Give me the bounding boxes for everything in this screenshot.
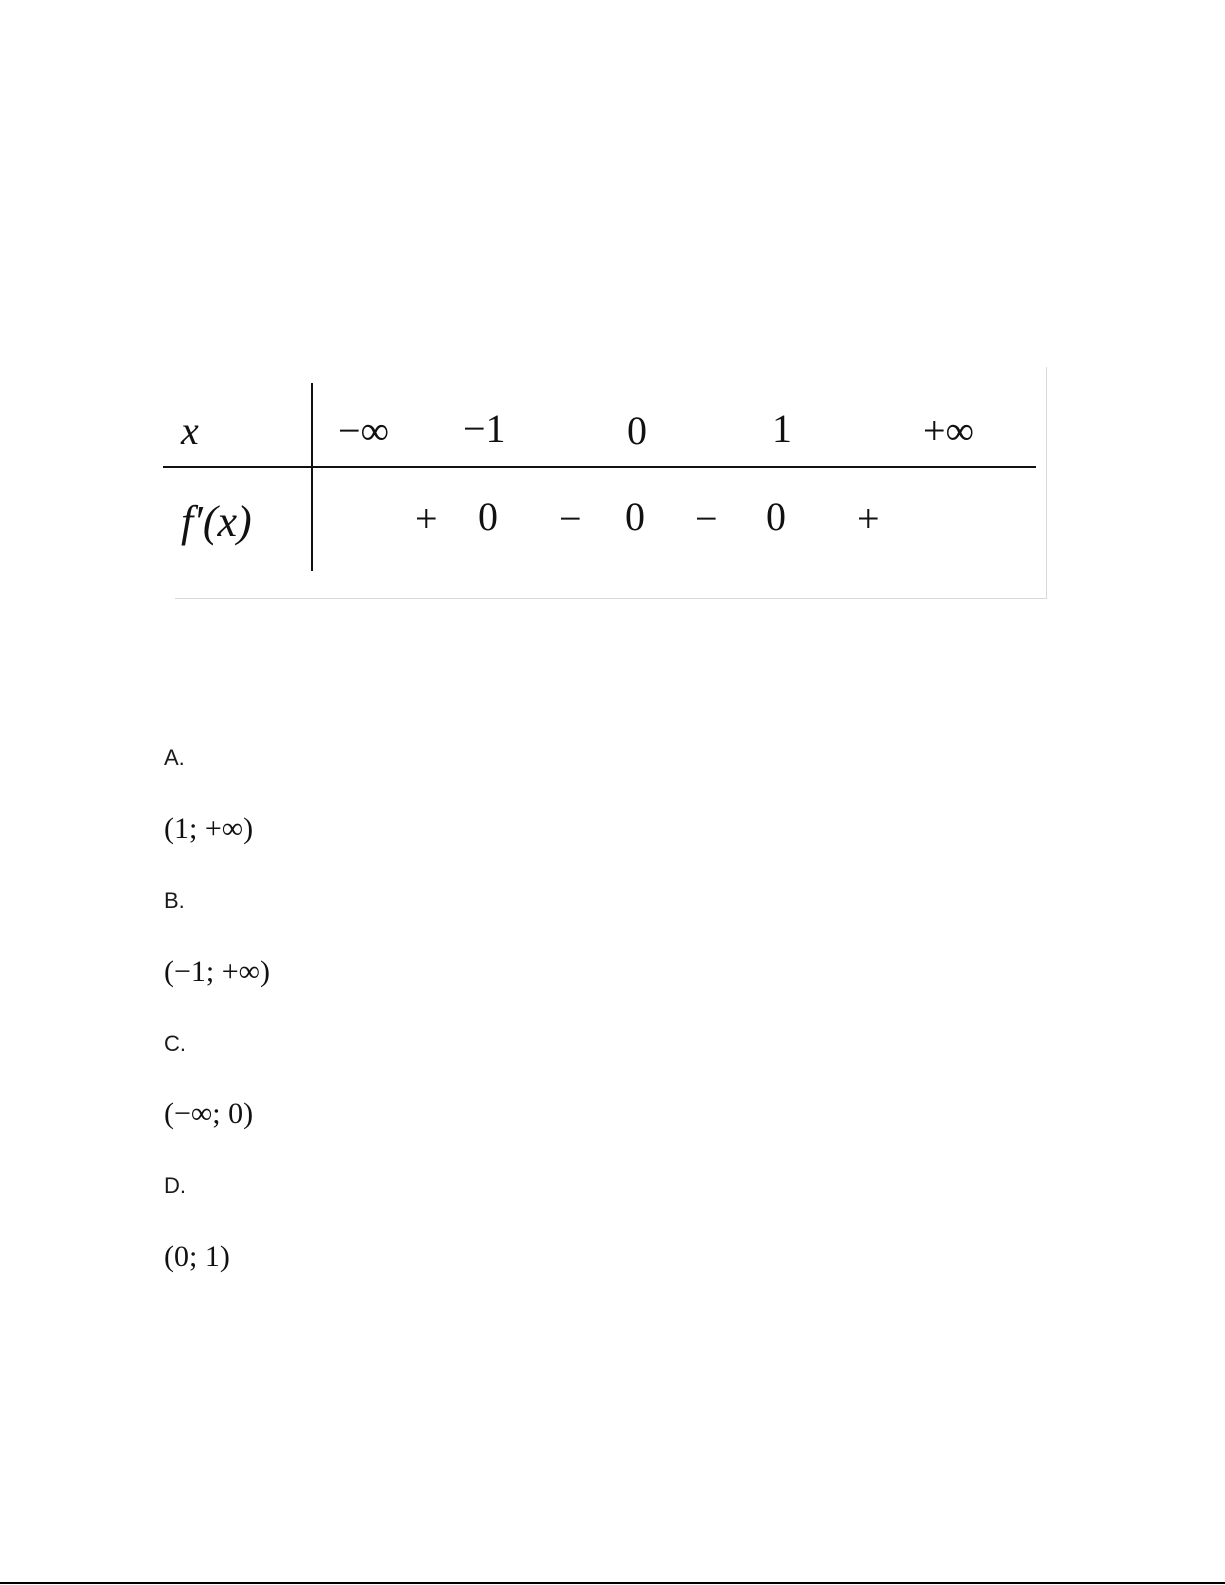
derivative-zero: 0 bbox=[766, 494, 786, 539]
derivative-sign: + bbox=[857, 496, 880, 541]
x-value: +∞ bbox=[923, 408, 975, 453]
option-d-letter: D. bbox=[164, 1173, 186, 1198]
option-b-letter: B. bbox=[164, 888, 185, 913]
option-a-answer[interactable]: (1; +∞) bbox=[164, 812, 254, 845]
x-value: 0 bbox=[627, 408, 647, 453]
derivative-sign: − bbox=[695, 496, 718, 541]
option-a-letter: A. bbox=[164, 745, 185, 770]
x-value: −∞ bbox=[338, 408, 390, 453]
option-d-answer[interactable]: (0; 1) bbox=[164, 1240, 230, 1273]
derivative-sign: + bbox=[415, 496, 438, 541]
x-value: −1 bbox=[463, 406, 506, 451]
derivative-sign: − bbox=[559, 496, 582, 541]
page-bottom-rule bbox=[0, 1582, 1225, 1584]
derivative-zero: 0 bbox=[478, 494, 498, 539]
table-vertical-rule bbox=[311, 383, 313, 571]
table-frame-right bbox=[1046, 367, 1047, 599]
x-row-label: x bbox=[181, 408, 199, 453]
x-value: 1 bbox=[772, 406, 792, 451]
sign-table bbox=[163, 367, 1048, 599]
table-horizontal-rule bbox=[163, 466, 1036, 468]
table-frame-bottom bbox=[175, 598, 1047, 599]
option-c-answer[interactable]: (−∞; 0) bbox=[164, 1097, 254, 1130]
option-b-answer[interactable]: (−1; +∞) bbox=[164, 955, 271, 988]
option-c-letter: C. bbox=[164, 1031, 186, 1056]
derivative-zero: 0 bbox=[625, 494, 645, 539]
derivative-row-label: f′(x) bbox=[181, 497, 252, 546]
